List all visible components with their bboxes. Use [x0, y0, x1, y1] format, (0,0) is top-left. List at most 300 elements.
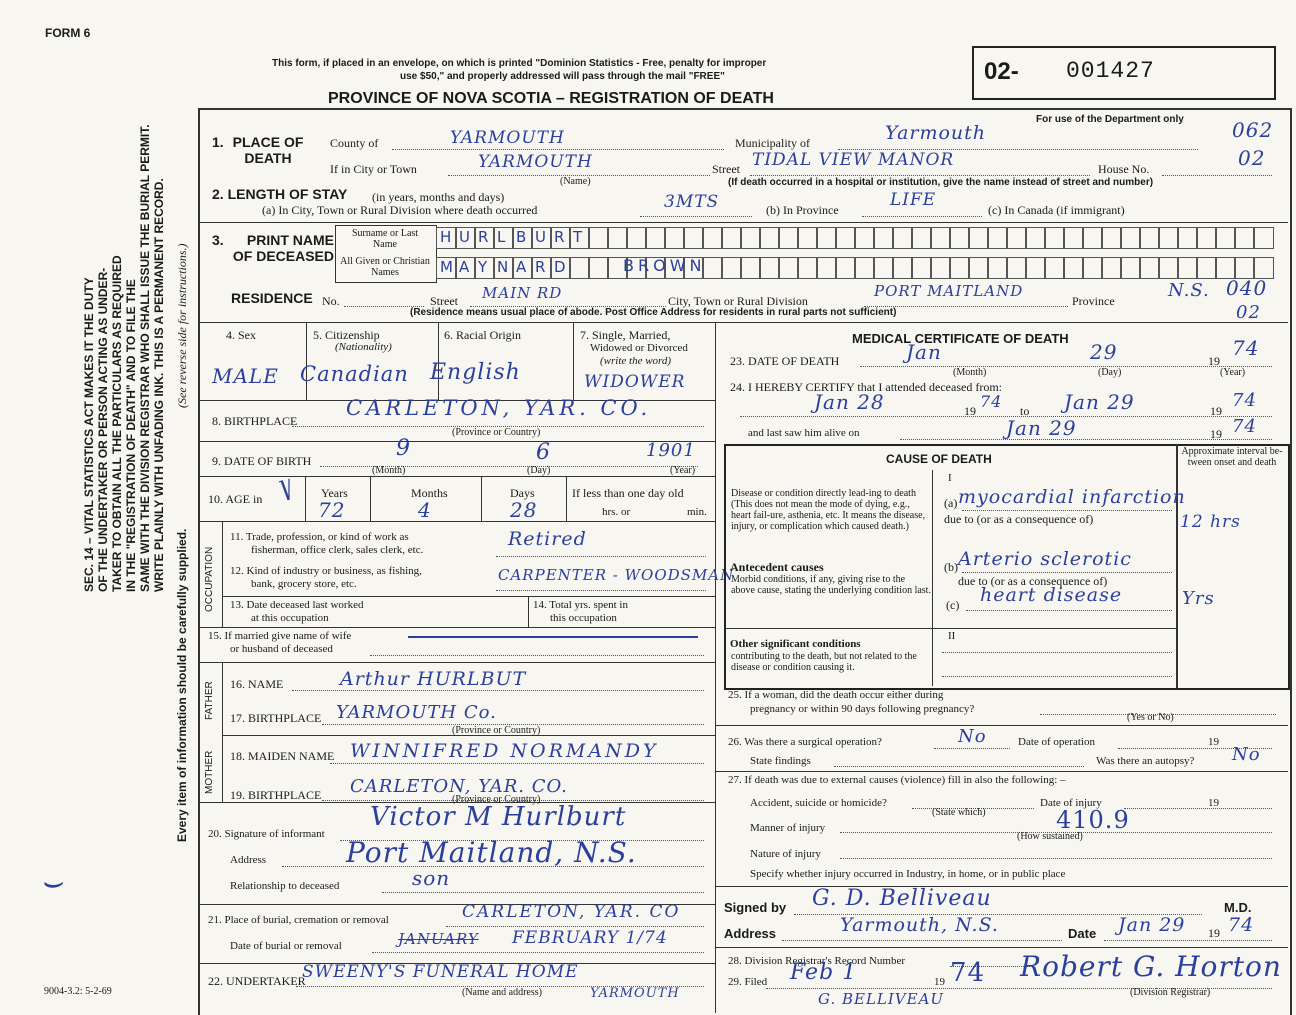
occupation-vertical: OCCUPATION — [204, 546, 215, 612]
q13-div — [528, 596, 529, 627]
given-cell — [930, 257, 951, 279]
name-label-num: 3. — [212, 232, 224, 248]
cause-a-line — [962, 510, 1172, 511]
stay-a-label: (a) In City, Town or Rural Division where death occurred — [262, 203, 538, 217]
divider-10 — [222, 735, 715, 736]
dob-year-note: (Year) — [670, 465, 696, 476]
surname-cell — [987, 227, 1008, 249]
given-name-2: BROWN — [623, 256, 706, 275]
age-years-value: 72 — [318, 498, 346, 522]
given-cell — [1139, 257, 1160, 279]
margin-check-mark: ⌣ — [40, 862, 64, 902]
mother-birthplace-label: 19. BIRTHPLACE — [230, 788, 322, 802]
divider-5 — [200, 441, 715, 442]
surname-cell — [930, 227, 951, 249]
birthplace-value: CARLETON, YAR. CO. — [346, 396, 652, 420]
form-code: 9004-3.2: 5-2-69 — [44, 986, 112, 997]
father-vertical: FATHER — [204, 681, 215, 720]
medical-title: MEDICAL CERTIFICATE OF DEATH — [852, 331, 1069, 346]
surname-cell — [968, 227, 989, 249]
divider-8 — [200, 627, 715, 628]
cell-div-3 — [573, 322, 574, 400]
given-cell — [569, 257, 590, 279]
registration-number: 001427 — [1066, 58, 1155, 84]
racial-origin-label: 6. Racial Origin — [444, 328, 521, 342]
q12-label-2: bank, grocery store, etc. — [251, 578, 357, 590]
given-cell — [1101, 257, 1122, 279]
manner-code: 410.9 — [1056, 806, 1130, 834]
undertaker-value: SWEENY'S FUNERAL HOME — [302, 962, 579, 982]
instruction-reverse: (See reverse side for instructions.) — [175, 243, 189, 408]
to-19: 19 — [1210, 404, 1222, 418]
cause-div-2 — [726, 628, 1176, 629]
surname-cell — [455, 227, 476, 249]
hrs-label: hrs. or — [602, 506, 631, 518]
surname-cell — [1025, 227, 1046, 249]
divider-9 — [200, 662, 715, 663]
q11-label-1: 11. Trade, profession, or kind of work as — [230, 531, 409, 543]
physician-address-line — [782, 940, 1062, 941]
q15-line — [370, 655, 704, 656]
form-number: FORM 6 — [45, 26, 91, 40]
surname-cell — [949, 227, 970, 249]
undertaker-town: YARMOUTH — [590, 986, 680, 1001]
cause-b-mark: (b) — [944, 560, 958, 574]
residence-label: RESIDENCE — [231, 290, 313, 306]
stay-label: 2. LENGTH OF STAY — [212, 186, 348, 202]
parent-div — [222, 662, 223, 802]
last-saw-line — [900, 439, 1272, 440]
print-name-label: PRINT NAME OF DECEASED — [232, 232, 334, 264]
street-value: TIDAL VIEW MANOR — [752, 150, 955, 170]
death-day-note: (Day) — [1098, 367, 1122, 378]
cause-b-line — [962, 572, 1172, 573]
stay-b-value: LIFE — [890, 190, 937, 210]
burial-place-label: 21. Place of burial, cremation or removal — [208, 914, 389, 926]
mother-maiden-label: 18. MAIDEN NAME — [230, 749, 335, 763]
street-line — [750, 175, 1090, 176]
attended-from: Jan 28 — [814, 390, 885, 414]
sign-date-19: 19 — [1208, 926, 1220, 940]
to-label: to — [1020, 404, 1030, 418]
relationship-label: Relationship to deceased — [230, 880, 340, 892]
divider-r4 — [715, 947, 1288, 948]
divider-occ — [222, 596, 715, 597]
citizenship-sub: (Nationality) — [335, 341, 392, 353]
surname-letter: R — [478, 228, 489, 246]
death-month-note: (Month) — [953, 367, 987, 378]
mother-prov: (Province or Country) — [452, 794, 541, 805]
interval-divider — [1176, 444, 1178, 688]
divider-7 — [200, 521, 715, 522]
occ-div — [222, 521, 223, 627]
legal-line-2: OF THE UNDERTAKER OR PERSON ACTING AS UNDER- — [96, 267, 110, 592]
given-letter: M — [440, 258, 453, 276]
surname-cell — [531, 227, 552, 249]
given-letter: A — [459, 258, 470, 276]
last-saw: Jan 29 — [1006, 416, 1077, 440]
q11-line — [496, 556, 706, 557]
last-saw-19: 19 — [1210, 427, 1222, 441]
informant-label: 20. Signature of informant — [208, 828, 325, 840]
surname-letter: B — [516, 228, 527, 246]
name-note: (Name) — [560, 176, 591, 187]
residence-no-label: No. — [322, 294, 340, 308]
cause-c-line — [966, 610, 1172, 611]
cause-b: Arterio sclerotic — [958, 548, 1132, 570]
informant-signature: Victor M Hurlburt — [370, 802, 627, 832]
roman-1: I — [948, 472, 952, 484]
days-label: Days — [510, 486, 535, 500]
given-letter: N — [497, 258, 509, 276]
nature-line — [840, 858, 1272, 859]
q25-label-1: 25. If a woman, did the death occur either during — [728, 689, 944, 701]
municipality-label: Municipality of — [735, 136, 810, 150]
age-days-value: 28 — [510, 498, 538, 522]
years-label: Years — [321, 486, 348, 500]
surname-cell — [911, 227, 932, 249]
death-date-19: 19 — [1208, 354, 1220, 368]
op-date-19: 19 — [1208, 736, 1219, 748]
stay-a-line — [640, 216, 752, 217]
given-letter: D — [554, 258, 566, 276]
informant-address-line — [282, 866, 704, 867]
surname-letter: T — [573, 228, 583, 246]
relationship-line — [382, 892, 704, 893]
interval-a: 12 hrs — [1180, 512, 1241, 532]
registration-prefix: 02- — [984, 58, 1019, 85]
dob-month: 9 — [396, 436, 411, 461]
surname-cell — [892, 227, 913, 249]
surgery-line — [934, 748, 1010, 749]
legal-line-3: TAKER TO OBTAIN ALL THE PARTICULARS AS REQUIRED — [110, 255, 124, 592]
findings-line — [834, 766, 1084, 767]
citizenship-label: 5. Citizenship — [313, 328, 380, 342]
surname-cell — [569, 227, 590, 249]
dob-month-note: (Month) — [372, 465, 406, 476]
city-label: If in City or Town — [330, 162, 417, 176]
other-line-2 — [942, 676, 1172, 677]
attended-to-year: 74 — [1232, 390, 1257, 411]
mother-maiden-line — [330, 763, 704, 764]
surname-cell — [1044, 227, 1065, 249]
given-cell — [968, 257, 989, 279]
q12-value: CARPENTER - WOODSMAN — [498, 566, 735, 584]
house-line — [1162, 175, 1272, 176]
legal-notice — [82, 124, 166, 592]
county-label: County of — [330, 136, 379, 150]
given-cell — [588, 257, 609, 279]
burial-place-line — [446, 926, 704, 927]
age-check: ⎷ — [274, 474, 293, 507]
given-cell — [797, 257, 818, 279]
specify-label: Specify whether injury occurred in Industry, in home, or in public place — [750, 868, 1066, 880]
burial-date-line — [372, 952, 704, 953]
father-prov: (Province or Country) — [452, 725, 541, 736]
interval-c: Yrs — [1182, 588, 1215, 609]
county-line — [392, 149, 724, 150]
house-value: 02 — [1238, 146, 1266, 170]
mother-maiden: WINNIFRED NORMANDY — [350, 740, 659, 762]
informant-address: Port Maitland, N.S. — [346, 836, 637, 869]
legal-line-4: IN THE "REGISTRATION OF DEATH" AND TO FILE THE — [124, 279, 138, 592]
last-saw-year: 74 — [1232, 416, 1257, 437]
surname-cell — [588, 227, 609, 249]
given-cell — [949, 257, 970, 279]
surname-letter: H — [440, 228, 452, 246]
stay-b-label: (b) In Province — [766, 203, 839, 217]
sign-date-line — [1104, 940, 1272, 941]
municipality-value: Yarmouth — [885, 122, 987, 144]
attended-to: Jan 29 — [1064, 390, 1135, 414]
given-cell — [1082, 257, 1103, 279]
divider-r2 — [715, 771, 1288, 772]
death-date-month: Jan — [906, 340, 942, 364]
father-name: Arthur HURLBUT — [340, 668, 527, 690]
mail-notice-line1: This form, if placed in an envelope, on which is printed "Dominion Statistics - Free, penalty for improper — [272, 58, 767, 69]
given-cell — [550, 257, 571, 279]
given-cell — [1120, 257, 1141, 279]
age-months-value: 4 — [418, 498, 432, 522]
surname-letter: U — [535, 228, 546, 246]
death-date-line — [860, 366, 1272, 367]
legal-line-6: WRITE PLAINLY WITH UNFADING INK. THIS IS A PERMANENT RECORD. — [152, 178, 166, 592]
months-label: Months — [411, 486, 448, 500]
how-sustained: (How sustained) — [1017, 831, 1083, 842]
given-cell — [873, 257, 894, 279]
surname-cell — [797, 227, 818, 249]
stay-a-value: 3MTS — [664, 192, 720, 212]
age-label: 10. AGE in — [208, 492, 263, 506]
surname-cell — [873, 227, 894, 249]
given-cell — [721, 257, 742, 279]
given-cell — [835, 257, 856, 279]
relationship-value: son — [412, 866, 451, 890]
findings-label: State findings — [750, 755, 811, 767]
mother-vertical: MOTHER — [204, 750, 215, 794]
given-cell — [816, 257, 837, 279]
given-cell — [1025, 257, 1046, 279]
accident-label: Accident, suicide or homicide? — [750, 797, 887, 809]
residence-code: 040 — [1226, 276, 1268, 300]
cause-c-mark: (c) — [946, 598, 960, 612]
due-to-1: due to (or as a consequence of) — [944, 512, 1094, 526]
given-cell — [1158, 257, 1179, 279]
q12-line — [496, 590, 706, 591]
department-use-note: For use of the Department only — [1036, 114, 1184, 125]
given-cell — [474, 257, 495, 279]
surname-cell — [1158, 227, 1179, 249]
burial-date-struck: JANUARY — [398, 930, 479, 948]
given-cell — [436, 257, 457, 279]
surname-cell — [1253, 227, 1274, 249]
form-title: PROVINCE OF NOVA SCOTIA – REGISTRATION OF DEATH — [328, 90, 774, 107]
birthplace-label: 8. BIRTHPLACE — [212, 414, 298, 428]
residence-street-value: MAIN RD — [482, 284, 563, 302]
surname-cell — [835, 227, 856, 249]
surname-cell — [1234, 227, 1255, 249]
record-number-label: 28. Division Registrar's Record Number — [728, 955, 906, 967]
surname-cell — [664, 227, 685, 249]
state-which: (State which) — [932, 807, 986, 818]
divider-3 — [200, 322, 1288, 323]
marital-label-2: Widowed or Divorced — [590, 342, 688, 354]
legal-line-5: SAME WITH THE DIVISION REGISTRAR WHO SHALL ISSUE THE BURIAL PERMIT. — [138, 124, 152, 592]
given-cell — [455, 257, 476, 279]
surname-cell — [493, 227, 514, 249]
residence-city-label: City, Town or Rural Division — [668, 294, 808, 308]
surname-cell — [607, 227, 628, 249]
stay-c-label: (c) In Canada (if immigrant) — [988, 203, 1125, 217]
given-cell — [892, 257, 913, 279]
racial-origin-value: English — [430, 360, 521, 385]
given-cell — [1177, 257, 1198, 279]
residence-province-value: N.S. — [1168, 280, 1210, 301]
nature-label: Nature of injury — [750, 848, 821, 860]
from-19: 19 — [964, 404, 976, 418]
birthplace-prov: (Province or Country) — [452, 427, 541, 438]
given-cell — [911, 257, 932, 279]
q25-label-2: pregnancy or within 90 days following pregnancy? — [750, 703, 975, 715]
residence-note: (Residence means usual place of abode. Post Office Address for residents in rural parts not sufficient) — [410, 307, 897, 318]
other-sub: contributing to the death, but not related to the disease or condition causing it. — [731, 651, 917, 673]
divider-r1 — [715, 725, 1288, 726]
disease-label: Disease or condition directly lead-ing to death (This does not mean the mode of dying, e.g., heart fail-ure, asthenia, etc. It means the disease, injury, or complication which caused death.) — [731, 488, 926, 532]
residence-code-2: 02 — [1236, 302, 1261, 323]
city-value: YARMOUTH — [478, 152, 593, 172]
surgery-label: 26. Was there a surgical operation? — [728, 736, 882, 748]
hospital-note: (If death occurred in a hospital or institution, give the name instead of street and number) — [728, 177, 1154, 188]
q11-value: Retired — [508, 528, 587, 550]
mother-birthplace: CARLETON, YAR. CO. — [350, 776, 568, 797]
interval-title: Approximate interval be-tween onset and death — [1181, 446, 1283, 468]
surname-cell — [1082, 227, 1103, 249]
age-div-1 — [305, 476, 306, 521]
filed-date: Feb 1 — [790, 960, 858, 985]
death-date-label: 23. DATE OF DEATH — [730, 354, 840, 368]
surname-cell — [1063, 227, 1084, 249]
given-cell — [740, 257, 761, 279]
injury-date-line — [1124, 808, 1272, 809]
roman-2: II — [948, 630, 956, 642]
signed-by-label: Signed by — [724, 900, 787, 915]
surname-cell — [683, 227, 704, 249]
last-saw-label: and last saw him alive on — [748, 427, 860, 439]
op-date-label: Date of operation — [1018, 736, 1095, 748]
cause-c: heart disease — [980, 584, 1123, 606]
filed-label: 29. Filed — [728, 976, 768, 988]
cause-a: myocardial infarction — [958, 486, 1186, 508]
father-name-label: 16. NAME — [230, 677, 284, 691]
surname-cell — [550, 227, 571, 249]
q14-label-1: 14. Total yrs. spent in — [533, 599, 628, 611]
marital-label-3: (write the word) — [600, 355, 672, 367]
age-div-2 — [370, 476, 371, 521]
surname-cell — [1006, 227, 1027, 249]
q15-label-2: or husband of deceased — [230, 643, 333, 655]
surname-cell — [1139, 227, 1160, 249]
physician-signature: G. D. Belliveau — [812, 886, 992, 911]
antecedent-sub: Morbid conditions, if any, giving rise to the above cause, stating the underlying condition last. — [731, 574, 931, 596]
cause-title: CAUSE OF DEATH — [886, 452, 992, 466]
street-label: Street — [712, 162, 740, 176]
external-label: 27. If death was due to external causes (violence) fill in also the following: – — [728, 774, 1066, 786]
injury-date-19: 19 — [1208, 797, 1219, 809]
surname-label: Surname or Last Name — [351, 228, 419, 250]
burial-date: FEBRUARY 1/74 — [512, 928, 668, 948]
place-of-death-label: PLACE OF DEATH — [232, 134, 304, 166]
sign-date-year: 74 — [1228, 914, 1255, 936]
surname-cell — [512, 227, 533, 249]
registrar-name-below: G. BELLIVEAU — [818, 990, 945, 1008]
undertaker-note: (Name and address) — [462, 987, 542, 998]
other-line-1 — [942, 652, 1172, 653]
q15-struck-line — [408, 636, 698, 638]
autopsy-label: Was there an autopsy? — [1096, 755, 1195, 767]
age-div-3 — [481, 476, 482, 521]
surname-cell — [702, 227, 723, 249]
registrar-label: (Division Registrar) — [1130, 987, 1211, 998]
manner-label: Manner of injury — [750, 822, 826, 834]
burial-place: CARLETON, YAR. CO — [462, 902, 681, 922]
county-value: YARMOUTH — [450, 128, 565, 148]
cause-inner-div — [932, 470, 933, 686]
attended-label: 24. I HEREBY CERTIFY that I attended deceased from: — [730, 380, 1002, 394]
given-letter: R — [535, 258, 546, 276]
filed-19: 19 — [934, 976, 945, 988]
death-year-note: (Year) — [1220, 367, 1246, 378]
residence-city-value: PORT MAITLAND — [874, 282, 1024, 300]
residence-province-label: Province — [1072, 294, 1115, 308]
q12-label-1: 12. Kind of industry or business, as fishing, — [230, 565, 422, 577]
given-cell — [778, 257, 799, 279]
column-divider — [715, 322, 716, 1013]
surname-cell — [626, 227, 647, 249]
surname-cell — [816, 227, 837, 249]
less-day-label: If less than one day old — [572, 486, 684, 500]
surname-cell — [1215, 227, 1236, 249]
dob-day-note: (Day) — [527, 465, 551, 476]
citizenship-value: Canadian — [300, 362, 409, 386]
given-cell — [759, 257, 780, 279]
surname-cell — [778, 227, 799, 249]
divider-2 — [200, 222, 1288, 223]
cause-a-mark: (a) — [944, 496, 958, 510]
given-cell — [1063, 257, 1084, 279]
surname-cell — [436, 227, 457, 249]
injury-date-label: Date of injury — [1040, 797, 1102, 809]
age-div-4 — [566, 476, 567, 521]
surname-cell — [740, 227, 761, 249]
informant-address-label: Address — [230, 854, 267, 866]
father-name-line — [292, 690, 704, 691]
q13-label-1: 13. Date deceased last worked — [230, 599, 364, 611]
given-cell — [531, 257, 552, 279]
surname-letter: U — [459, 228, 470, 246]
q13-label-2: at this occupation — [251, 612, 329, 624]
registrar-signature: Robert G. Horton — [1020, 950, 1282, 983]
divider-r3 — [715, 886, 1288, 887]
sign-date-label: Date — [1068, 926, 1097, 941]
mail-notice-line2: use $50," and properly addressed will pass through the mail "FREE" — [400, 71, 725, 82]
marital-value: WIDOWER — [584, 372, 686, 392]
given-cell — [987, 257, 1008, 279]
father-birthplace-label: 17. BIRTHPLACE — [230, 711, 322, 725]
md-label: M.D. — [1224, 900, 1252, 915]
q11-label-2: fisherman, office clerk, sales clerk, etc. — [251, 544, 424, 556]
surname-cell — [1120, 227, 1141, 249]
place-label-num: 1. — [212, 134, 224, 150]
